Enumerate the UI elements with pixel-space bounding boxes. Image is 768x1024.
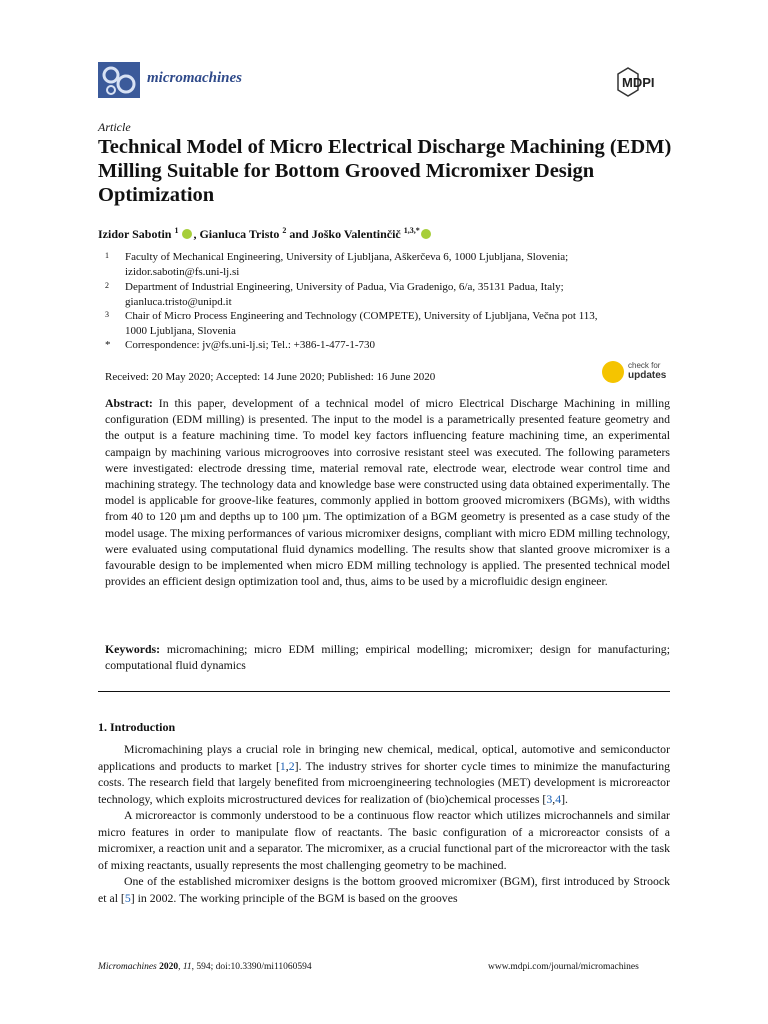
journal-name[interactable]: micromachines <box>147 70 243 86</box>
correspondence <box>105 338 675 353</box>
orcid-icon[interactable] <box>182 229 192 239</box>
author-list <box>98 226 432 242</box>
affiliation <box>105 250 675 280</box>
paragraph-text: One of the established micromixer designs is the bottom grooved micromixer (BGM), first introduced by Stroock et al [ <box>98 874 670 905</box>
check-for-updates-button[interactable] <box>602 359 672 389</box>
check-updates-line2: updates <box>628 370 667 381</box>
affiliation-email[interactable]: gianluca.tristo@unipd.it <box>125 296 232 308</box>
correspondence-text: Correspondence: jv@fs.uni-lj.si; Tel.: +386-1-477-1-730 <box>125 339 375 351</box>
footer-volume: 11 <box>182 962 192 972</box>
author-name[interactable]: Izidor Sabotin <box>98 227 172 241</box>
affiliation-number: 1 <box>105 251 109 260</box>
abstract <box>105 395 670 589</box>
paragraph-text: ] in 2002. The working principle of the BGM is based on the grooves <box>130 890 458 905</box>
affiliation-text: 1000 Ljubljana, Slovenia <box>125 325 236 337</box>
citation-link[interactable]: 5 <box>124 890 131 905</box>
check-updates-icon <box>602 361 624 383</box>
author-affiliation-sup: 1,3,* <box>403 226 420 235</box>
section-divider <box>98 691 670 692</box>
paragraph-text: , <box>285 758 289 773</box>
affiliation <box>105 280 675 310</box>
section-heading: 1. Introduction <box>98 720 176 734</box>
footer-url[interactable]: www.mdpi.com/journal/micromachines <box>488 962 639 972</box>
footer-journal: Micromachines <box>98 962 157 972</box>
paragraph-text: ]. <box>561 791 568 806</box>
author-separator: and <box>286 227 312 241</box>
paragraph <box>98 741 670 807</box>
keywords-text: micromachining; micro EDM milling; empirical modelling; micromixer; design for manufacturing; computational fluid dynamics <box>105 642 670 673</box>
affiliation-number: 3 <box>105 310 109 319</box>
paragraph-text: ]. The industry strives for shorter cycle times to minimize the manufacturing costs. The research field that largely benefited from microengineering technologies (MET) development is microreactor technology, which exploits microstructured devices for realization of (bio)chemical processes [ <box>98 758 671 806</box>
affiliation-email[interactable]: izidor.sabotin@fs.uni-lj.si <box>125 266 240 278</box>
paragraph: A microreactor is commonly understood to be a continuous flow reactor which utilizes microchannels and similar micro features in order to manipulate flow of reactants. The basic configuration of a microreactor consists of a micromixer, a reaction unit and a separator. The micromixer, as a crucial functional part of the microreactor with the task of mixing reactants, usually represents the most challenging geometry to be machined. <box>98 808 670 872</box>
orcid-icon[interactable] <box>421 229 431 239</box>
author-separator: , <box>193 227 200 241</box>
author-name[interactable]: Joško Valentinčič <box>311 227 401 241</box>
footer-doi[interactable]: , 594; doi:10.3390/mi11060594 <box>191 962 312 972</box>
footer-citation: Micromachines 2020, 11, 594; doi:10.3390/mi11060594 <box>98 962 312 972</box>
correspondence-marker: * <box>105 339 111 351</box>
journal-logo-icon <box>98 62 140 98</box>
abstract-text: In this paper, development of a technical model of micro Electrical Discharge Machining in milling configuration (EDM milling) is presented. The input to the model is a parametrically presented feature geometry and the output is a feature machining time. To model key factors influencing feature machining time, an experimental campaign by machining various microgrooves into corrosive resistant steel was executed. The following parameters were investigated: electrode dressing time, material removal rate, electrode wear, electrode wear control time and machining strategy. The technology data and knowledge base were constructed using data obtained experimentally. The model is applicable for groove-like features, commonly applied in bottom grooved micromixers (BGMs), with widths from 40 to 120 µm and depths up to 100 µm. The optimization of a BGM geometry is presented as a case study of the model usage. The mixing performances of various micromixer designs, compliant with micro EDM milling technology, were evaluated using computational fluid dynamics modelling. The results show that slanted groove micromixer is a favourable design to be implemented when micro EDM milling technology is applied. The presented technical model provides an efficient design optimization tool and, thus, aims to be used by a microfluidic design engineer. <box>105 396 670 589</box>
mdpi-logo[interactable] <box>612 66 668 98</box>
affiliation-text: Faculty of Mechanical Engineering, University of Ljubljana, Aškerčeva 6, 1000 Ljubljana, Slovenia; <box>125 251 569 263</box>
article-type: Article <box>98 120 131 134</box>
paragraph-text: Micromachining plays a crucial role in bringing new chemical, medical, optical, automotive and semiconductor applications and products to market [ <box>98 742 670 773</box>
check-updates-line1: check for <box>628 361 661 370</box>
citation-link[interactable]: 1 <box>279 758 286 773</box>
publication-dates: Received: 20 May 2020; Accepted: 14 June 2020; Published: 16 June 2020 <box>105 371 436 383</box>
affiliation-text: Chair of Micro Process Engineering and Technology (COMPETE), University of Ljubljana, Večna pot 113, <box>125 310 598 322</box>
affiliation-text: Department of Industrial Engineering, University of Padua, Via Gradenigo, 6/a, 35131 Padua, Italy; <box>125 281 564 293</box>
affiliation <box>105 309 675 339</box>
paragraph <box>98 873 670 906</box>
paragraph-text: , <box>552 791 556 806</box>
abstract-label: Abstract: <box>105 396 153 410</box>
affiliation-number: 2 <box>105 281 109 290</box>
author-affiliation-sup: 2 <box>282 226 287 235</box>
body-text <box>98 741 670 906</box>
mdpi-logo-text: MDPI <box>622 75 655 90</box>
citation-link[interactable]: 4 <box>555 791 562 806</box>
keywords <box>105 641 670 673</box>
author-affiliation-sup: 1 <box>174 226 179 235</box>
footer-year: 2020 <box>159 962 179 972</box>
paper-title: Technical Model of Micro Electrical Discharge Machining (EDM) Milling Suitable for Bottom Grooved Micromixer Design Optimization <box>98 136 672 206</box>
author-name[interactable]: Gianluca Tristo <box>199 227 280 241</box>
citation-link[interactable]: 3 <box>546 791 553 806</box>
citation-link[interactable]: 2 <box>288 758 295 773</box>
keywords-label: Keywords: <box>105 642 161 656</box>
